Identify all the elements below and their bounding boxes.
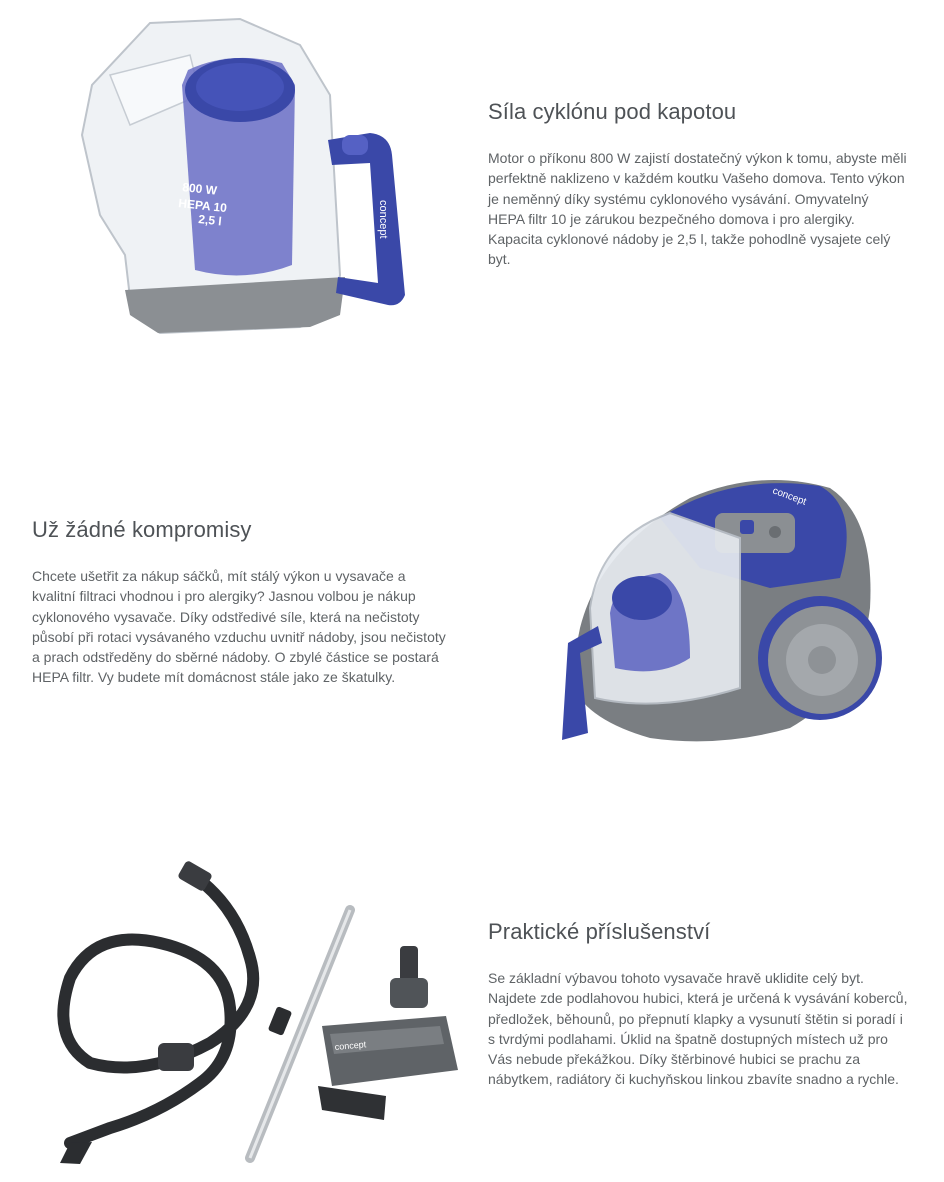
- power-label: 800 W: [181, 180, 218, 198]
- feature-section-accessories: [0, 840, 944, 1180]
- volume-label: 2,5 l: [197, 212, 223, 229]
- section-title: Síla cyklónu pod kapotou: [488, 99, 737, 124]
- feature-section-no-compromise: [0, 420, 944, 780]
- vacuum-cleaner-image: [540, 458, 890, 758]
- brand-label: concept: [377, 200, 389, 239]
- brand-label-top: concept: [770, 485, 808, 508]
- accessories-image: [50, 858, 470, 1168]
- feature-section-cyclone: [0, 0, 944, 360]
- section-text: Chcete ušetřit za nákup sáčků, mít stálý výkon u vysavače a kvalitní filtraci vhodnou i pro alergiky? Jasnou volbou je nákup cyklonového vysavače. Díky odstředivé síle, která na nečistoty působí při rotaci vysávaného vzduchu uvnitř nádoby, jsou nečistoty a prach odstředěny do sběrné nádoby. O zbylé částice se postará HEPA filtr. Vy budete mít domácnost stále jako ze škatulky.: [32, 568, 446, 686]
- section-title: Praktické příslušenství: [488, 919, 711, 944]
- section-text: Se základní výbavou tohoto vysavače hravě ukliditе celý byt. Najdete zde podlahovou hubici, která je určená k vysávání koberců, předložek, běhounů, po přepnutí klapky a vysunutí štětin si poradí i s tvrdými podlahami. Úklid na špatně dostupných místech už pro Vás nebude překážkou. Díky štěrbinové hubici se prachu za nábytkem, radiátory či kuchyňskou linkou zbavíte snadno a rychle.: [488, 970, 908, 1088]
- hepa-label: HEPA 10: [177, 196, 228, 216]
- section-title: Už žádné kompromisy: [32, 517, 252, 542]
- section-text: Motor o příkonu 800 W zajistí dostatečný výkon k tomu, abyste měli perfektně naklizeno v každém koutku Vašeho domova. Tento výkon je neměnný díky systému cyklonového vysávání. Omyvatelný HEPA filtr 10 je zárukou bezpečného domova i pro alergiky. Kapacita cyklonové nádoby je 2,5 l, takže pohodlně vysajete celý byt.: [488, 150, 907, 268]
- cyclone-container-image: [70, 15, 430, 345]
- brand-label-nozzle: concept: [334, 1039, 367, 1052]
